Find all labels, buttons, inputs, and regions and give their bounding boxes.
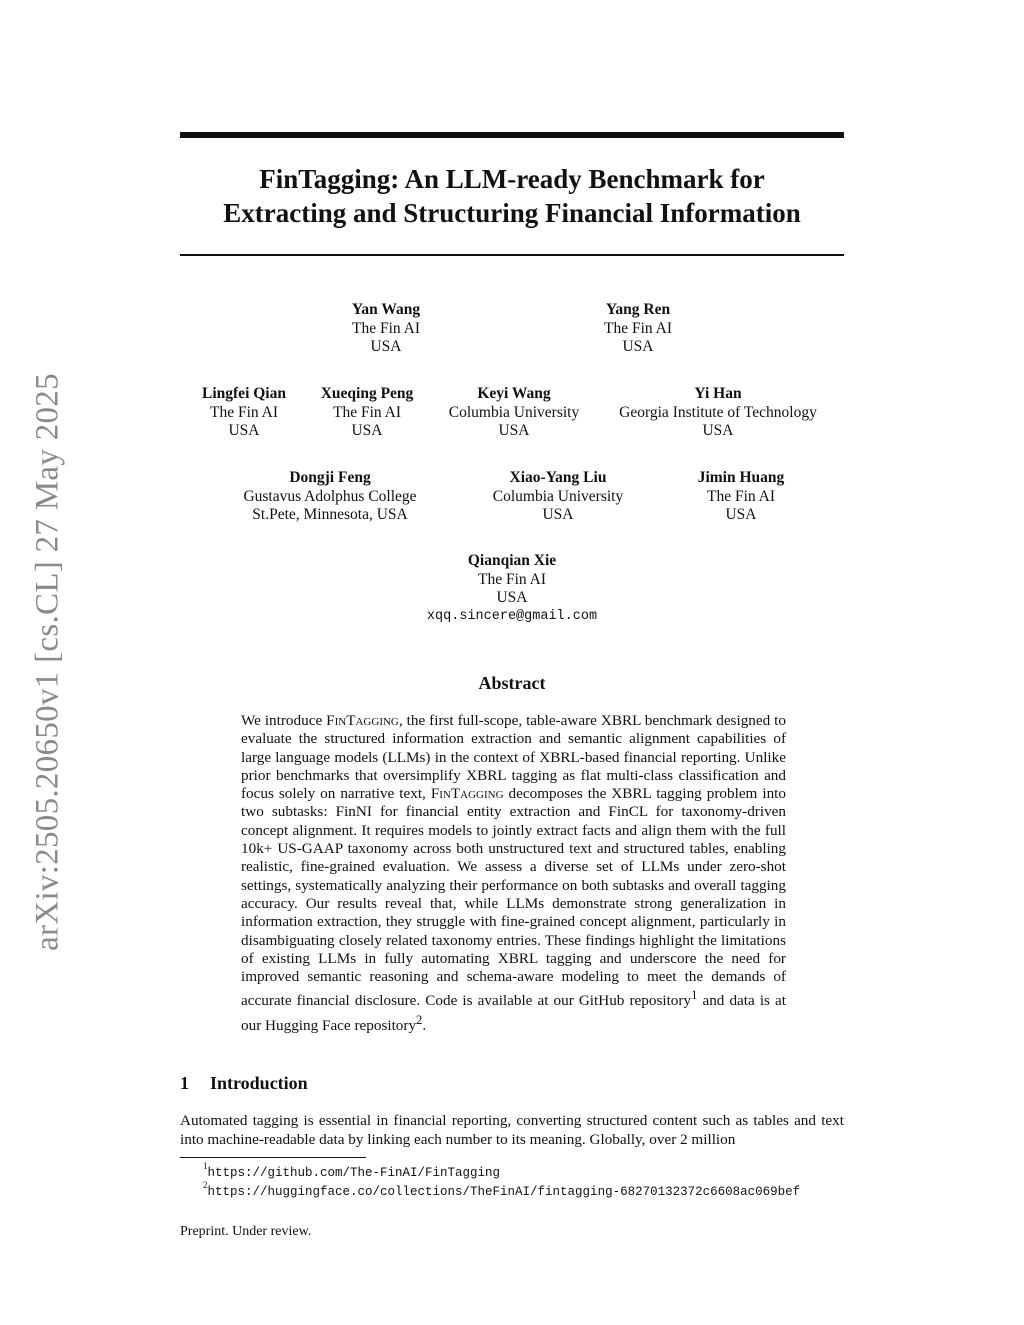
title-bottom-rule — [180, 254, 844, 256]
footnote — [203, 1163, 500, 1180]
abstract-text: We introduce — [241, 712, 327, 729]
author-block — [619, 385, 817, 441]
author-name: Lingfei Qian — [202, 385, 286, 402]
author-name: Keyi Wang — [477, 385, 551, 402]
author-name: Yi Han — [694, 385, 742, 402]
abstract-heading: Abstract — [478, 673, 546, 693]
author-affiliation: Gustavus Adolphus College — [243, 487, 417, 505]
section-title: Introduction — [210, 1073, 308, 1093]
title-line-2: Extracting and Structuring Financial Information — [223, 198, 801, 228]
author-block — [352, 301, 420, 357]
page-footer: Preprint. Under review. — [180, 1224, 312, 1239]
author-location: USA — [498, 422, 530, 439]
author-affiliation: The Fin AI — [706, 487, 776, 505]
author-name: Qianqian Xie — [467, 552, 557, 569]
author-affiliation: The Fin AI — [351, 319, 421, 337]
footnote-ref[interactable]: 1 — [691, 988, 698, 1003]
author-affiliation: Georgia Institute of Technology — [619, 403, 817, 421]
author-affiliation: The Fin AI — [603, 319, 673, 337]
abstract-text: , the first full-scope, table-aware XBRL benchmark designed to evaluate the structured information extraction and semantic alignment capabilities of large language models (LLMs) in the context of XBRL-based financial reporting. Unlike prior benchmarks that oversimplify XBRL tagging as flat multi-class classification and focus solely on narrative text, — [241, 712, 786, 803]
author-location: St.Pete, Minnesota, USA — [252, 506, 408, 523]
author-name: Yan Wang — [351, 301, 421, 318]
author-block — [493, 469, 623, 525]
author-location: USA — [702, 422, 734, 439]
author-name: Dongji Feng — [289, 469, 371, 486]
author-name: Yang Ren — [605, 301, 671, 318]
author-name: Xiao-Yang Liu — [509, 469, 607, 486]
author-name: Xueqing Peng — [320, 385, 414, 402]
author-location: USA — [542, 506, 574, 523]
abstract-text: decomposes the XBRL tagging problem into two subtasks: FinNI for financial entity extraction and FinCL for taxonomy-driven concept alignment. It requires models to jointly extract facts and align them with the full 10k+ US-GAAP taxonomy across both unstructured text and structured tables, enabling realistic, fine-grained evaluation. We assess a diverse set of LLMs under zero-shot settings, systematically analyzing their performance on both subtasks and overall tagging accuracy. Our results reveal that, while LLMs demonstrate strong generalization in information extraction, they struggle with fine-grained concept alignment, particularly in disambiguating closely related taxonomy entries. These findings highlight the limitations of existing LLMs in fully automating XBRL tagging and underscore the need for improved semantic reasoning and schema-aware modeling to meet the demands of accurate financial disclosure. Code is available at our GitHub repository — [241, 785, 786, 1010]
author-name: Jimin Huang — [697, 469, 785, 486]
author-block — [698, 469, 785, 525]
fintagging-name: FinTagging — [430, 785, 504, 803]
section-number: 1 — [180, 1073, 189, 1093]
author-location: USA — [370, 338, 402, 355]
footnote-rule — [180, 1157, 366, 1158]
author-affiliation: Columbia University — [492, 487, 624, 505]
author-location: USA — [496, 589, 528, 606]
section-heading — [180, 1073, 308, 1094]
fintagging-name: FinTagging — [326, 712, 399, 729]
intro-paragraph: Automated tagging is essential in financial reporting, converting structured content such as tables and text into machine-readable data by linking each number to its meaning. Globally, over 2 million — [180, 1112, 844, 1148]
footnote-link[interactable]: https://github.com/The-FinAI/FinTagging — [207, 1166, 501, 1181]
author-block — [427, 552, 597, 626]
author-location: USA — [228, 422, 260, 439]
author-location: USA — [725, 506, 757, 523]
author-block — [604, 301, 672, 357]
author-affiliation: The Fin AI — [477, 570, 547, 588]
author-block — [202, 385, 286, 441]
abstract-text: . — [422, 1016, 427, 1034]
footnote-link[interactable]: https://huggingface.co/collections/TheFinAI/fintagging-68270132372c6608ac069bef — [207, 1185, 801, 1200]
author-location: USA — [351, 422, 383, 439]
author-block — [243, 469, 416, 525]
footnote — [203, 1182, 800, 1199]
author-affiliation: The Fin AI — [209, 403, 279, 421]
author-block — [449, 385, 579, 441]
footnote-ref[interactable]: 2 — [416, 1012, 423, 1027]
abstract-text: and data is at our Hugging Face repository — [241, 992, 786, 1034]
paper-title — [180, 162, 844, 230]
author-block — [321, 385, 414, 441]
title-line-1: FinTagging: An LLM-ready Benchmark for — [259, 164, 765, 194]
author-email[interactable]: xqq.sincere@gmail.com — [426, 608, 598, 624]
author-location: USA — [622, 338, 654, 355]
footnote-mark: 1 — [203, 1161, 208, 1171]
footnote-mark: 2 — [203, 1180, 208, 1190]
title-top-rule — [180, 132, 844, 138]
author-affiliation: The Fin AI — [332, 403, 402, 421]
author-affiliation: Columbia University — [448, 403, 580, 421]
arxiv-sidebar-stamp: arXiv:2505.20650v1 [cs.CL] 27 May 2025 — [29, 373, 66, 951]
abstract-body — [241, 712, 786, 1035]
